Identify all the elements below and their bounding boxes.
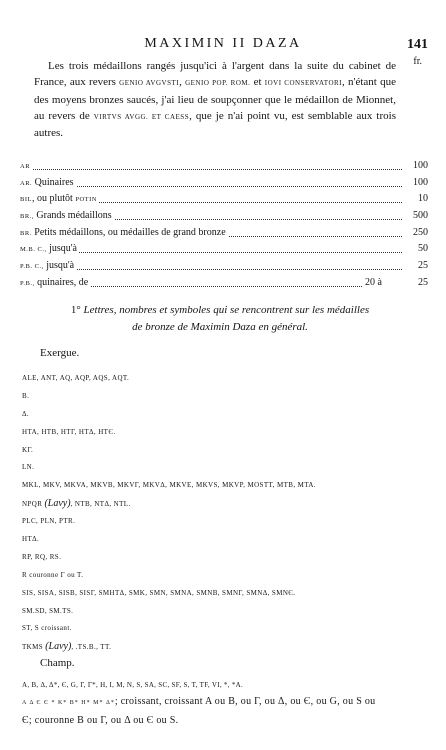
page-title: MAXIMIN II DAZA	[144, 36, 302, 51]
list-item: RP, RQ, RS.	[22, 552, 62, 561]
intro-text: Les trois médaillons rangés jusqu'ici à l'argent dans la suite du cabinet de France, aux revers	[34, 60, 396, 89]
list-item: B.	[22, 391, 30, 400]
price-row-label: AR	[20, 160, 32, 171]
price-row	[20, 175, 428, 192]
champ-crescent-text: ; croissant, croissant A ou B, ou Γ, ou Δ, ou Є, ou G, ou S ou	[114, 696, 376, 707]
legend-genio-pop-rom: GENIO POP. ROM.	[185, 79, 251, 88]
section-title-line2: de bronze de Maximin Daza en général.	[132, 321, 308, 333]
champ-wreath-text: Є; couronne B ou Γ, ou Δ ou Є ou S.	[22, 715, 179, 726]
price-row	[20, 208, 428, 225]
page-number: 141	[407, 37, 428, 52]
price-row-label: P.B., quinaires, de	[20, 276, 89, 288]
section-heading	[30, 302, 410, 336]
champ-letters: A, B, Δ, Δ*, Є, G, Γ, Γ*, H, I, M, N, S, SA, SC, SF, S, T, TF, VI, *, *A.	[22, 681, 244, 689]
list-item: SM.SD, SM.TS.	[22, 606, 74, 615]
price-list	[20, 158, 428, 292]
price-row	[20, 275, 428, 292]
price-value: 100	[402, 175, 428, 192]
price-row	[20, 225, 428, 242]
list-item: PLC, PLN, PTR.	[22, 517, 76, 526]
intro-text: , que je n'ai point vu, est semblable aux trois autres.	[34, 109, 396, 140]
list-item: NPQR (Lavy), NTB, NTΔ, NTL.	[22, 498, 131, 510]
price-row-label: P.B. C., jusqu'à	[20, 260, 75, 272]
intro-text: et	[250, 76, 265, 89]
intro-text: ,	[179, 76, 186, 89]
price-row-label: BR., Grands médaillons	[20, 210, 112, 222]
exergue-heading: Exergue.	[40, 347, 80, 359]
list-item: Δ.	[22, 409, 30, 418]
list-item: MKL, MKV, MKVA, MKVB, MKVΓ, MKVΔ, MKVE, MKVS, MKVP, MOSTT, MTB, MTA.	[22, 481, 316, 490]
price-row-label: BIL, ou plutôt POTIN	[20, 193, 97, 205]
price-range-from: 20 à	[362, 275, 382, 292]
champ-list	[22, 678, 432, 729]
list-item: LN.	[22, 463, 35, 472]
section-number: 1°	[70, 304, 81, 316]
price-row	[20, 158, 428, 175]
currency-unit-label: fr.	[413, 56, 422, 67]
champ-symbols-line	[22, 692, 432, 712]
list-item: ST, S croissant.	[22, 624, 72, 633]
intro-text: , n'étant que des moyens bronzes saucés, j'ai lieu de soupçonner que le médaillon de Mionnet, au revers de	[34, 76, 396, 122]
list-item: HTA, HTB, HTΓ, HTΔ, HTЄ.	[22, 427, 116, 436]
legend-virtvs-avgg: VIRTVS AVGG. ET CAESS	[93, 112, 190, 121]
price-row	[20, 241, 428, 258]
price-value: 50	[402, 241, 428, 258]
price-row-label: BR. Petits médaillons, ou médailles de grand bronze	[20, 226, 226, 238]
legend-iovi-conservatori: IOVI CONSERVATORI	[264, 79, 343, 88]
price-row	[20, 258, 428, 275]
dot-leader	[20, 186, 402, 187]
list-item: KΓ.	[22, 445, 34, 454]
price-value: 10	[402, 191, 428, 208]
price-row-label: AR. Quinaires	[20, 176, 74, 188]
champ-heading: Champ.	[40, 657, 75, 669]
list-item: ALE, ANT, AQ, AQP, AQS, AQT.	[22, 374, 130, 382]
exergue-list	[22, 370, 432, 656]
price-value: 100	[402, 158, 428, 175]
price-value: 25	[402, 258, 428, 275]
price-value: 25	[402, 275, 428, 292]
price-row	[20, 191, 428, 208]
price-value: 250	[402, 225, 428, 242]
dot-leader	[20, 269, 402, 270]
price-value: 500	[402, 208, 428, 225]
list-item: TKMS (Lavy), .TS.B., TT.	[22, 641, 112, 653]
price-row-label: M.B. C., jusqu'à	[20, 243, 77, 255]
champ-stacked-symbols: A Δ Є Є * K* B* H* M* Δ*	[22, 700, 115, 706]
section-title-line1: Lettres, nombres et symboles qui se rencontrent sur les médailles	[80, 304, 370, 316]
list-item: SIS, SISA, SISB, SISΓ, SMHTΔ, SMK, SMN, SMNA, SMNB, SMNΓ, SMNΔ, SMNЄ.	[22, 588, 296, 597]
dot-leader	[20, 169, 402, 170]
list-item: R couronne Γ ou T.	[22, 570, 84, 579]
list-item: HTΔ.	[22, 535, 40, 544]
legend-genio-avgvsti: GENIO AVGVSTI	[119, 79, 180, 88]
intro-paragraph	[34, 58, 396, 141]
